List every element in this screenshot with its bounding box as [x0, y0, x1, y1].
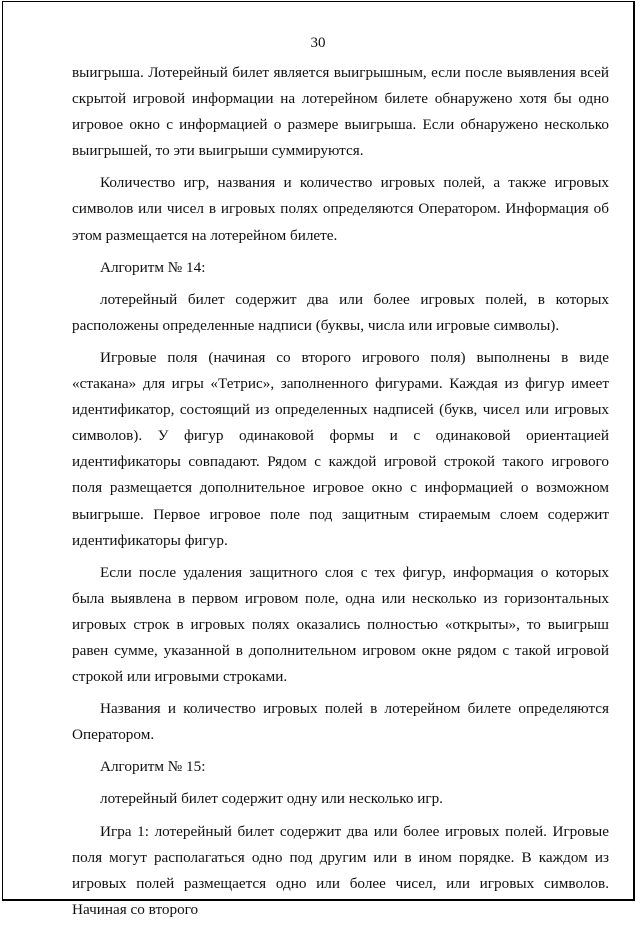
page-number: 30	[310, 35, 326, 51]
paragraph-games-count: Количество игр, названия и количество игровых полей, а также игровых символов или чисел в игровых полях определяются Оператором. Информация об этом размещается на лотерейном билете.	[72, 174, 609, 244]
paragraph-tetris-fields: Игровые поля (начиная со второго игрового поля) выполнены в виде «стакана» для игры «Тетрис», заполненного фигурами. Каждая из фигур имеет идентификатор, состоящий из определенных надписей (букв, чисел или игровых символов). У фигур одинаковой формы и с одинаковой ориентацией идентификаторы совпадают. Рядом с каждой игровой строкой такого игрового поля размещается дополнительное игровое окно с информацией о возможном выигрыше. Первое игровое поле под защитным стираемым слоем содержит идентификаторы фигур.	[72, 348, 609, 549]
heading-algorithm-14: Алгоритм № 14:	[100, 258, 206, 276]
paragraph-win-condition: Если после удаления защитного слоя с тех фигур, информация о которых была выявлена в первом игровом поле, одна или несколько из горизонтальных игровых строк в игровых полях оказались полностью «открыты», то выигрыш равен сумме, указанной в дополнительном игровом окне рядом с такой игровой строкой или игровыми строками.	[72, 563, 609, 686]
paragraph-game-1: Игра 1: лотерейный билет содержит два или более игровых полей. Игровые поля могут располагаться одно под другим или в ином порядке. В каждом из игровых полей размещается одно или более чисел, или игровых символов. Начиная со второго	[72, 822, 609, 918]
heading-algorithm-15: Алгоритм № 15:	[100, 758, 206, 776]
paragraph-operator-fields: Названия и количество игровых полей в лотерейном билете определяются Оператором.	[72, 700, 609, 744]
paragraph-continuation: выигрыша. Лотерейный билет является выигрышным, если после выявления всей скрытой игровой информации на лотерейном билете обнаружено хотя бы одно игровое окно с информацией о размере выигрыша. Если обнаружено несколько выигрышей, то эти выигрыши суммируются.	[72, 64, 609, 160]
paragraph-algorithm-15-intro: лотерейный билет содержит одну или несколько игр.	[100, 790, 443, 808]
paragraph-algorithm-14-intro: лотерейный билет содержит два или более игровых полей, в которых расположены определенные надписи (буквы, числа или игровые символы).	[72, 290, 609, 334]
body-text	[72, 60, 609, 929]
document-page	[2, 1, 635, 918]
